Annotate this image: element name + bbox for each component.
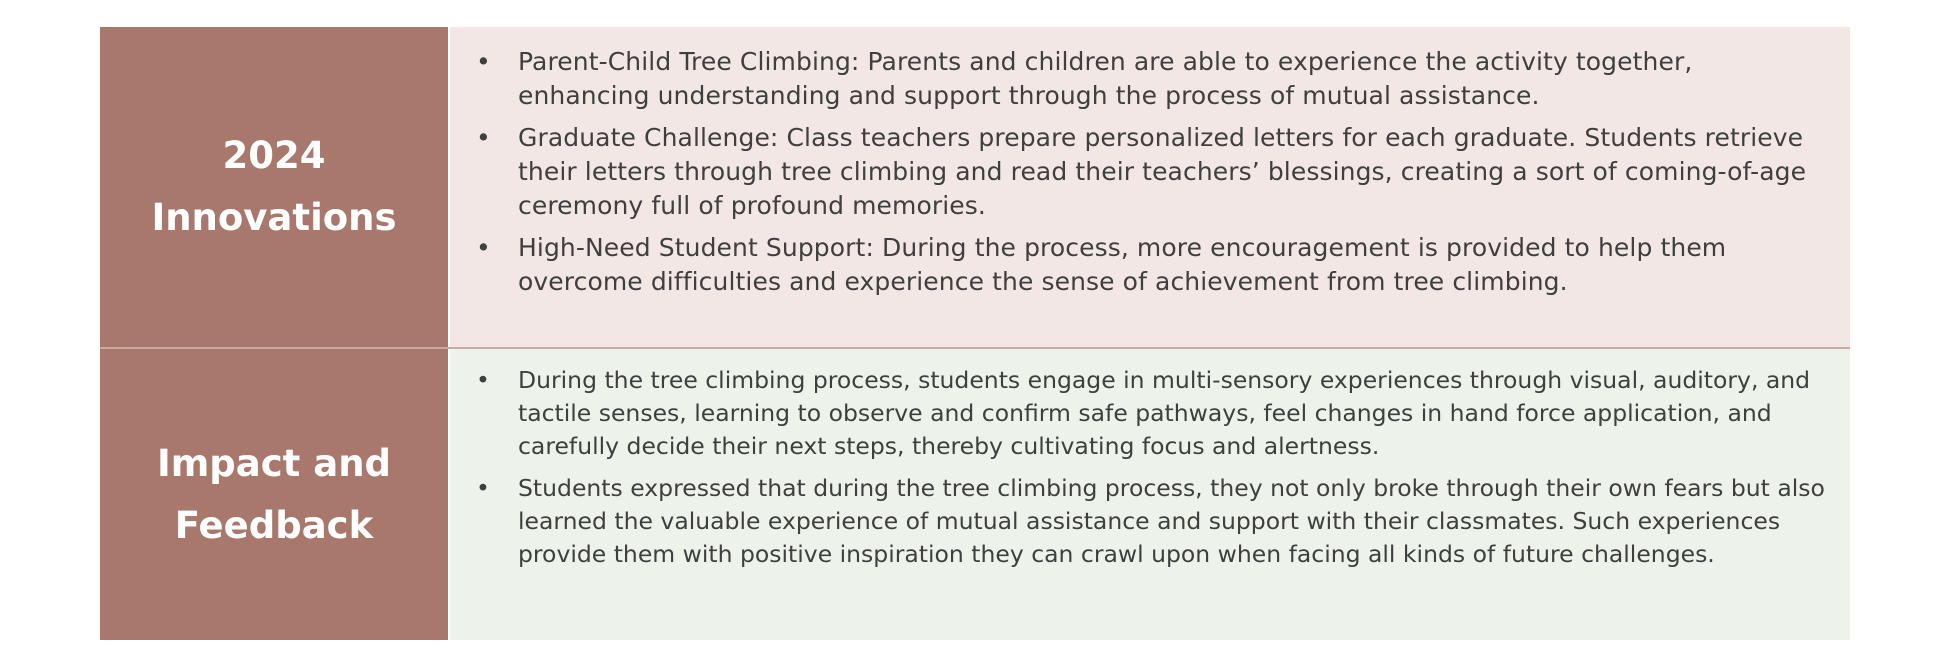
list-item [474,231,1830,299]
list-item-text: Graduate Challenge: Class teachers prepare personalized letters for each graduate. Students retrieve their letters through tree climbing and read their teachers’ blessings, creating a sort of coming-of-age ceremony full of profound memories. [518,123,1807,220]
list-item [474,472,1830,571]
row-body-cell [450,349,1850,640]
table-row-impact [100,349,1850,640]
bullet-icon: • [476,123,491,152]
row-header-cell [100,349,448,640]
list-item-text: During the tree climbing process, students engage in multi-sensory experiences through visual, auditory, and tactile senses, learning to observe and confirm safe pathways, feel changes in hand force application, and carefully decide their next steps, thereby cultivating focus and alertness. [518,366,1811,460]
row-heading-impact: Impact and Feedback [156,441,392,547]
table-row-innovations [100,27,1850,347]
list-item [474,121,1830,223]
list-item-text: Students expressed that during the tree climbing process, they not only broke through their own fears but also learned the valuable experience of mutual assistance and support with their classmates. Such experiences provide them with positive inspiration they can crawl upon when facing all kinds of future challenges. [518,474,1825,568]
list-item [474,45,1830,113]
list-item-text: Parent-Child Tree Climbing: Parents and children are able to experience the activity together, enhancing understanding and support through the process of mutual assistance. [518,47,1693,110]
row-body-cell [450,27,1850,347]
bullet-icon: • [476,366,490,394]
bullet-icon: • [476,474,490,502]
list-item-text: High-Need Student Support: During the process, more encouragement is provided to help them overcome difficulties and experience the sense of achievement from tree climbing. [518,233,1727,296]
bullet-list-impact [474,364,1830,580]
bullet-icon: • [476,47,491,76]
bullet-icon: • [476,233,491,262]
row-heading-innovations: 2024 Innovations [151,134,397,239]
content-table [100,27,1850,640]
list-item [474,364,1830,463]
bullet-list-innovations [474,45,1830,307]
row-header-cell [100,27,448,347]
